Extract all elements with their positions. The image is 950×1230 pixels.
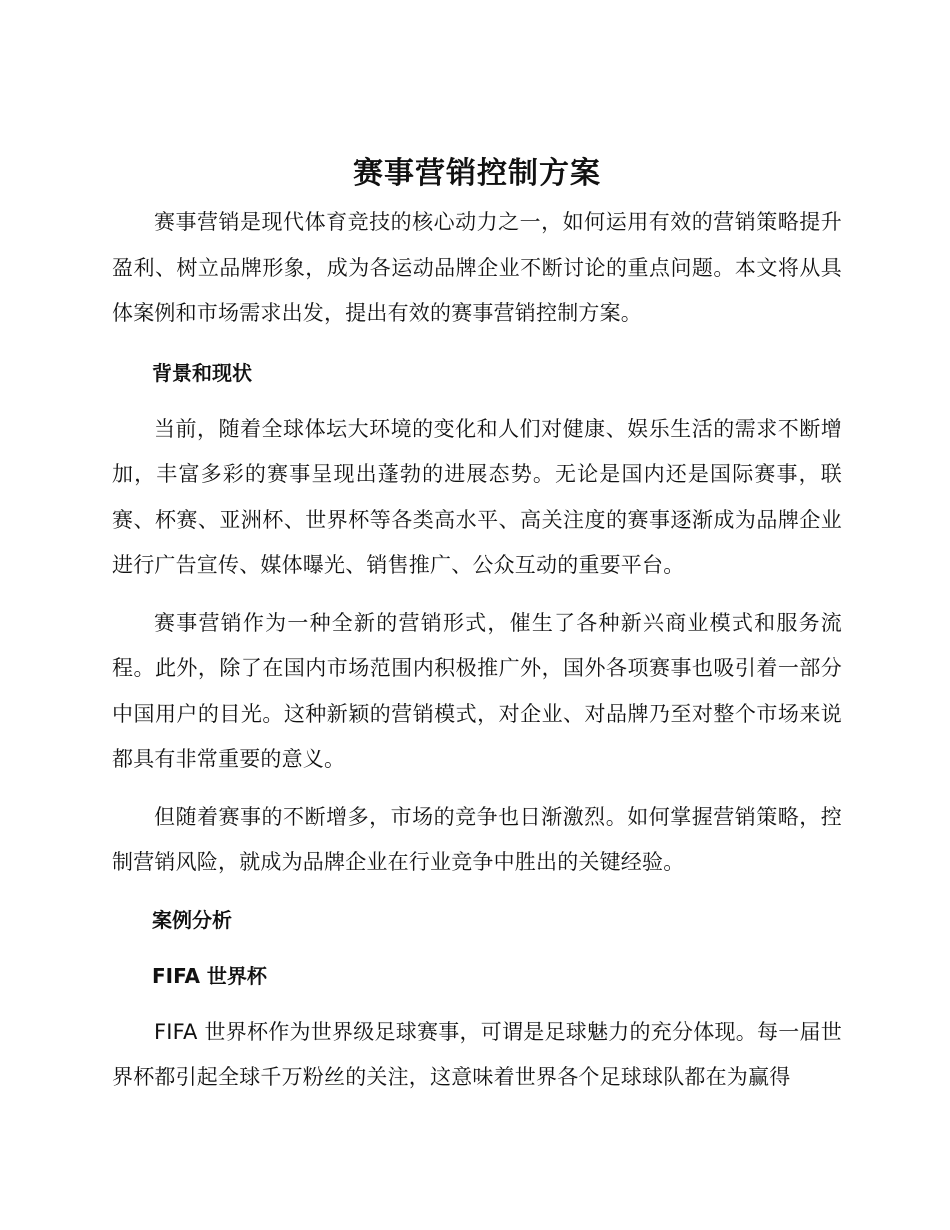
document-page bbox=[112, 148, 842, 1101]
document-title: 赛事营销控制方案 bbox=[353, 156, 601, 191]
background-paragraph-3: 但随着赛事的不断增多，市场的竞争也日渐激烈。如何掌握营销策略，控制营销风险，就成为品牌企业在行业竞争中胜出的关键经验。 bbox=[112, 804, 842, 874]
spacer bbox=[112, 589, 842, 601]
spacer bbox=[112, 886, 842, 898]
spacer bbox=[112, 337, 842, 351]
section-heading-background: 背景和现状 bbox=[152, 360, 252, 385]
section-heading-cases: 案例分析 bbox=[152, 907, 232, 932]
spacer bbox=[112, 943, 842, 954]
background-paragraph-2: 赛事营销作为一种全新的营销形式，催生了各种新兴商业模式和服务流程。此外，除了在国内市场范围内积极推广外，国外各项赛事也吸引着一部分中国用户的目光。这种新颖的营销模式，对企业、对品牌乃至对整个市场来说都具有非常重要的意义。 bbox=[112, 610, 842, 771]
spacer bbox=[112, 396, 842, 407]
subheading-fifa-world-cup: FIFA 世界杯 bbox=[152, 963, 267, 988]
background-paragraph-1: 当前，随着全球体坛大环境的变化和人们对健康、娱乐生活的需求不断增加，丰富多彩的赛事呈现出蓬勃的进展态势。无论是国内还是国际赛事，联赛、杯赛、亚洲杯、世界杯等各类高水平、高关注度的赛事逐渐成为品牌企业进行广告宣传、媒体曝光、销售推广、公众互动的重要平台。 bbox=[112, 416, 842, 577]
intro-paragraph: 赛事营销是现代体育竞技的核心动力之一，如何运用有效的营销策略提升盈利、树立品牌形象，成为各运动品牌企业不断讨论的重点问题。本文将从具体案例和市场需求出发，提出有效的赛事营销控制方案。 bbox=[112, 210, 842, 325]
spacer bbox=[112, 783, 842, 795]
spacer bbox=[112, 999, 842, 1010]
cases-paragraph-1: FIFA 世界杯作为世界级足球赛事，可谓是足球魅力的充分体现。每一届世界杯都引起全球千万粉丝的关注，这意味着世界各个足球球队都在为赢得 bbox=[112, 1019, 842, 1089]
